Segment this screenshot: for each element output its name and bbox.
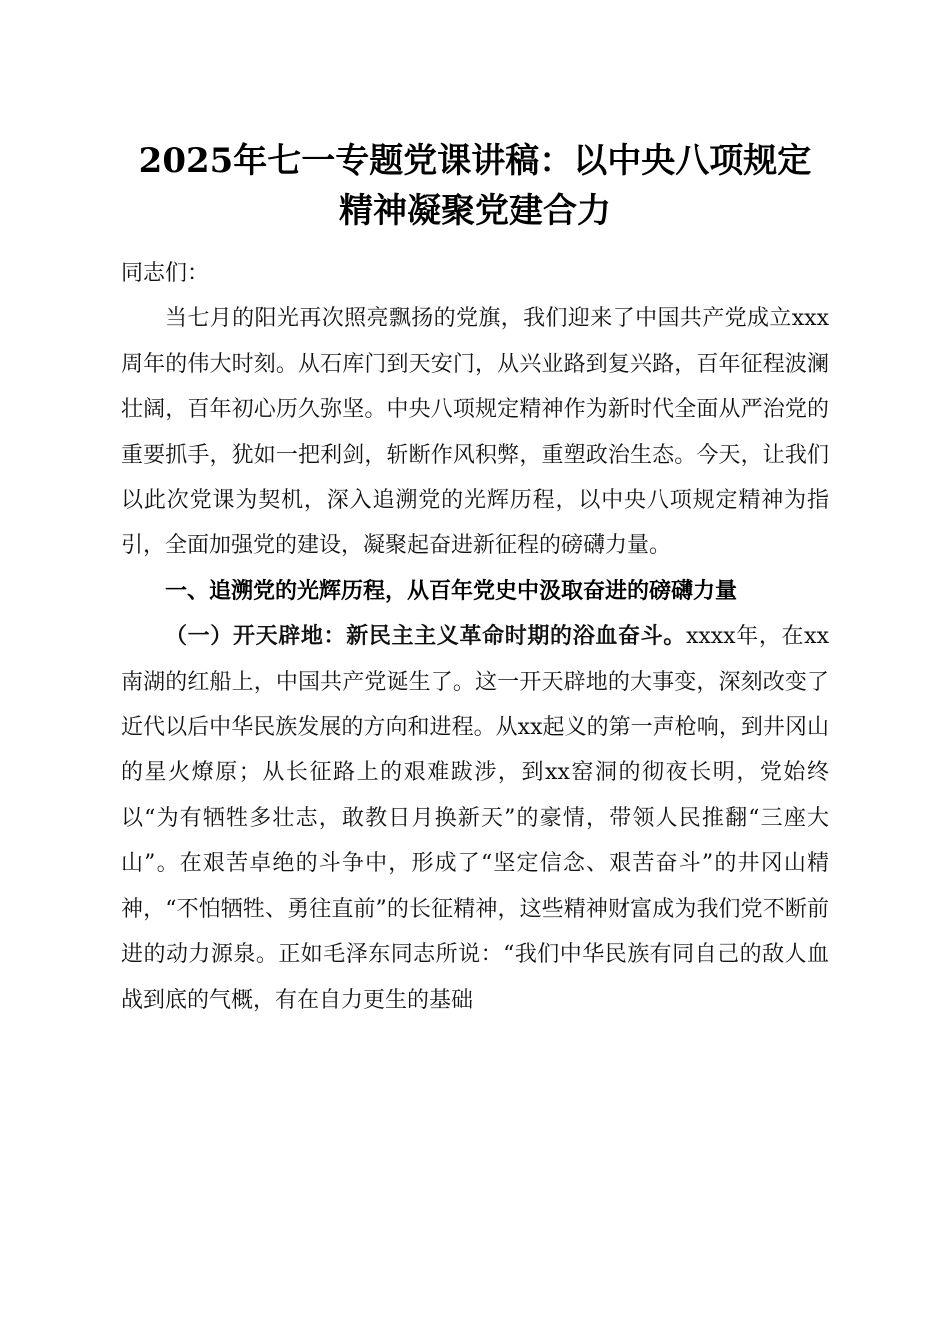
section-heading-1-text: 一、追溯党的光辉历程，从百年党史中汲取奋进的磅礴力量 (165, 577, 738, 604)
subsection-heading-1: （一）开天辟地：新民主主义革命时期的浴血奋斗。 (165, 624, 686, 650)
intro-paragraph: 当七月的阳光再次照亮飘扬的党旗，我们迎来了中国共产党成立xxx周年的伟大时刻。从石库门到天安门，从兴业路到复兴路，百年征程波澜壮阔，百年初心历久弥坚。中央八项规定精神作为新时代全面从严治党的重要抓手，犹如一把利剑，斩断作风积弊，重塑政治生态。今天，让我们以此次党课为契机，深入追溯党的光辉历程，以中央八项规定精神为指引，全面加强党的建设，凝聚起奋进新征程的磅礴力量。 (121, 306, 829, 559)
subsection-paragraph-1 (121, 614, 829, 1023)
section-heading-1 (121, 569, 829, 614)
title-line-2: 精神凝聚党建合力 (339, 191, 611, 231)
title-line-1: 2025年七一专题党课讲稿：以中央八项规定 (138, 141, 812, 181)
salutation: 同志们： (121, 261, 210, 286)
document-title (100, 136, 850, 236)
subsection-body-1: xxxx年，在xx南湖的红船上，中国共产党诞生了。这一开天辟地的大事变，深刻改变了近代以后中华民族发展的方向和进程。从xx起义的第一声枪响，到井冈山的星火燎原；从长征路上的艰难跋涉，到xx窑洞的彻夜长明，党始终以“为有牺牲多壮志，敢教日月换新天”的豪情，带领人民推翻“三座大山”。在艰苦卓绝的斗争中，形成了“坚定信念、艰苦奋斗”的井冈山精神，“不怕牺牲、勇往直前”的长征精神，这些精神财富成为我们党不断前进的动力源泉。正如毛泽东同志所说：“我们中华民族有同自己的敌人血战到底的气概，有在自力更生的基础 (121, 624, 829, 1013)
document-body (121, 251, 829, 1023)
